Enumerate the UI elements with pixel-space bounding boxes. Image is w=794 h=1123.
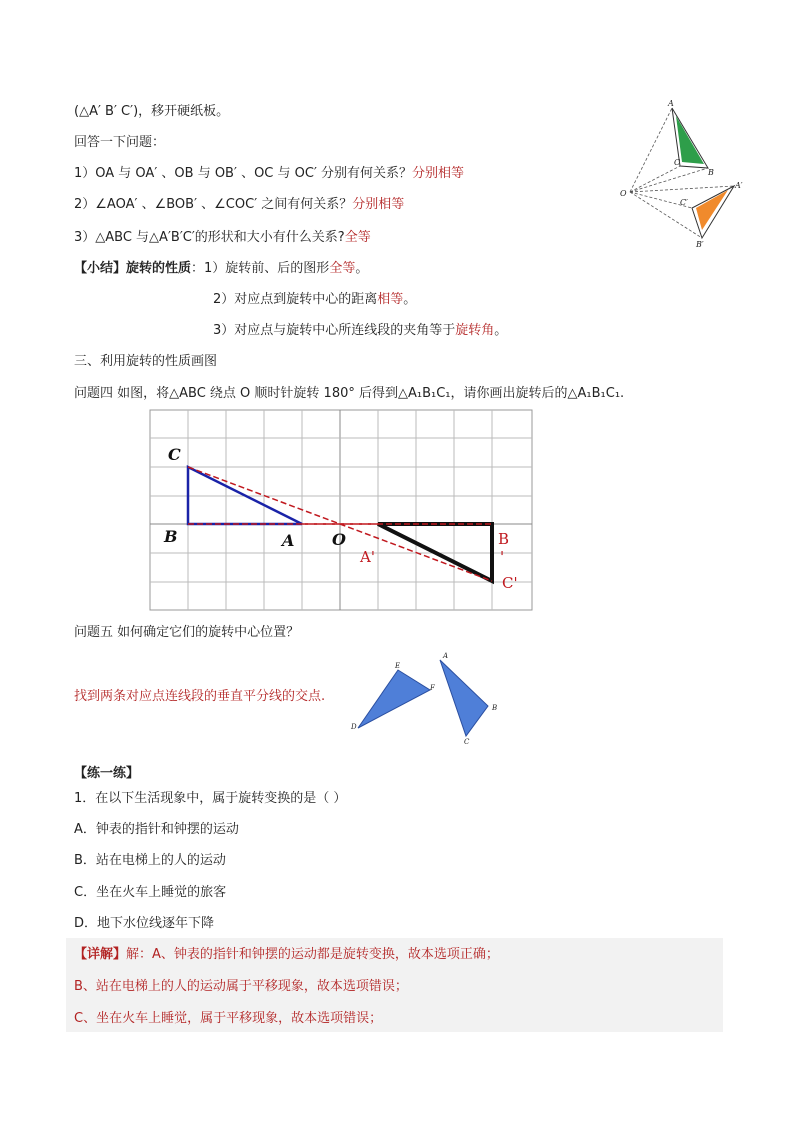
label-O: O <box>332 530 346 549</box>
question-1 <box>74 165 464 183</box>
summary-3-text: 3）对应点与旋转中心所连线段的夹角等于 <box>213 323 456 338</box>
summary-1-end: 。 <box>355 261 369 276</box>
section-3-heading: 三、利用旋转的性质画图 <box>74 354 218 369</box>
question-3-answer: 全等 <box>344 230 371 245</box>
option-D: D．地下水位线逐年下降 <box>74 916 215 931</box>
label-E: E <box>395 662 401 670</box>
summary-3-answer: 旋转角 <box>455 323 495 338</box>
question-4: 问题四 如图，将△ABC 绕点 O 顺时针旋转 180° 后得到△A₁B₁C₁，请你画出旋转后的△A₁B₁C₁. <box>74 386 625 401</box>
label-C: C <box>464 738 470 746</box>
label-O: O <box>620 189 627 198</box>
label-B-prime-mark: ' <box>500 548 505 566</box>
question-3 <box>74 229 371 247</box>
grid-lines <box>150 410 532 610</box>
option-A: A．钟表的指针和钟摆的运动 <box>74 822 239 837</box>
label-C-prime: C′ <box>680 198 688 207</box>
two-triangles-figure <box>348 650 508 750</box>
label-D: D <box>351 723 357 731</box>
label-A-prime: A′ <box>735 181 743 190</box>
label-B: B <box>164 527 178 546</box>
question-1-text: 1）OA 与 OA′ 、OB 与 OB′ 、OC 与 OC′ 分别有何关系？ <box>74 166 413 181</box>
summary-2-text: 2）对应点到旋转中心的距离 <box>213 292 378 307</box>
triangle-DEF <box>358 670 430 728</box>
summary-line-1 <box>74 260 368 278</box>
practice-heading: 【练一练】 <box>74 766 140 781</box>
triangle-ABC-small <box>440 660 488 736</box>
question-3-text: 3）△ABC 与△A′B′C′的形状和大小有什么关系? <box>74 230 345 245</box>
summary-2-answer: 相等 <box>377 292 404 307</box>
detail-line-1 <box>74 946 499 964</box>
summary-1-text: ：1）旋转前、后的图形 <box>191 261 330 276</box>
answer-prompt: 回答一下问题： <box>74 135 166 150</box>
grid-rotation-figure <box>140 405 540 615</box>
rotation-figure-top <box>616 96 756 248</box>
summary-line-2 <box>213 291 416 309</box>
label-C-prime: C' <box>502 574 518 592</box>
label-A-prime: A' <box>360 548 375 566</box>
label-A: A <box>282 531 295 550</box>
label-B: B <box>708 168 714 177</box>
summary-3-end: 。 <box>494 323 508 338</box>
label-C: C <box>674 158 681 167</box>
detail-line-2: B、站在电梯上的人的运动属于平移现象，故本选项错误； <box>74 979 408 994</box>
summary-tag: 【小结】 <box>74 261 127 276</box>
practice-question-1: 1．在以下生活现象中，属于旋转变换的是（ ） <box>74 791 347 806</box>
question-1-answer: 分别相等 <box>412 166 465 181</box>
option-B: B．站在电梯上的人的运动 <box>74 853 226 868</box>
summary-2-end: 。 <box>403 292 417 307</box>
summary-line-3 <box>213 322 507 340</box>
label-B-prime: B <box>498 530 510 548</box>
question-2-answer: 分别相等 <box>352 197 405 212</box>
summary-1-answer: 全等 <box>329 261 356 276</box>
detail-line-3: C、坐在火车上睡觉，属于平移现象，故本选项错误； <box>74 1011 383 1026</box>
label-A: A <box>443 652 449 660</box>
option-C: C．坐在火车上睡觉的旅客 <box>74 885 227 900</box>
question-2 <box>74 196 404 214</box>
summary-heading: 旋转的性质 <box>126 261 192 276</box>
question-5-answer: 找到两条对应点连线段的垂直平分线的交点. <box>74 689 326 704</box>
question-2-text: 2）∠AOA′ 、∠BOB′ 、∠COC′ 之间有何关系？ <box>74 197 353 212</box>
detail-1-text: 解：A、钟表的指针和钟摆的运动都是旋转变换，故本选项正确； <box>126 947 499 962</box>
label-C: C <box>168 445 181 464</box>
label-F: F <box>430 684 435 692</box>
label-B-prime: B′ <box>696 240 704 248</box>
label-A: A <box>668 99 674 108</box>
orange-triangle <box>696 190 728 230</box>
question-5: 问题五 如何确定它们的旋转中心位置？ <box>74 625 300 640</box>
label-B: B <box>492 704 498 712</box>
detail-tag: 【详解】 <box>74 947 127 962</box>
intro-line: (△A′ B′ C′)，移开硬纸板。 <box>74 104 230 119</box>
